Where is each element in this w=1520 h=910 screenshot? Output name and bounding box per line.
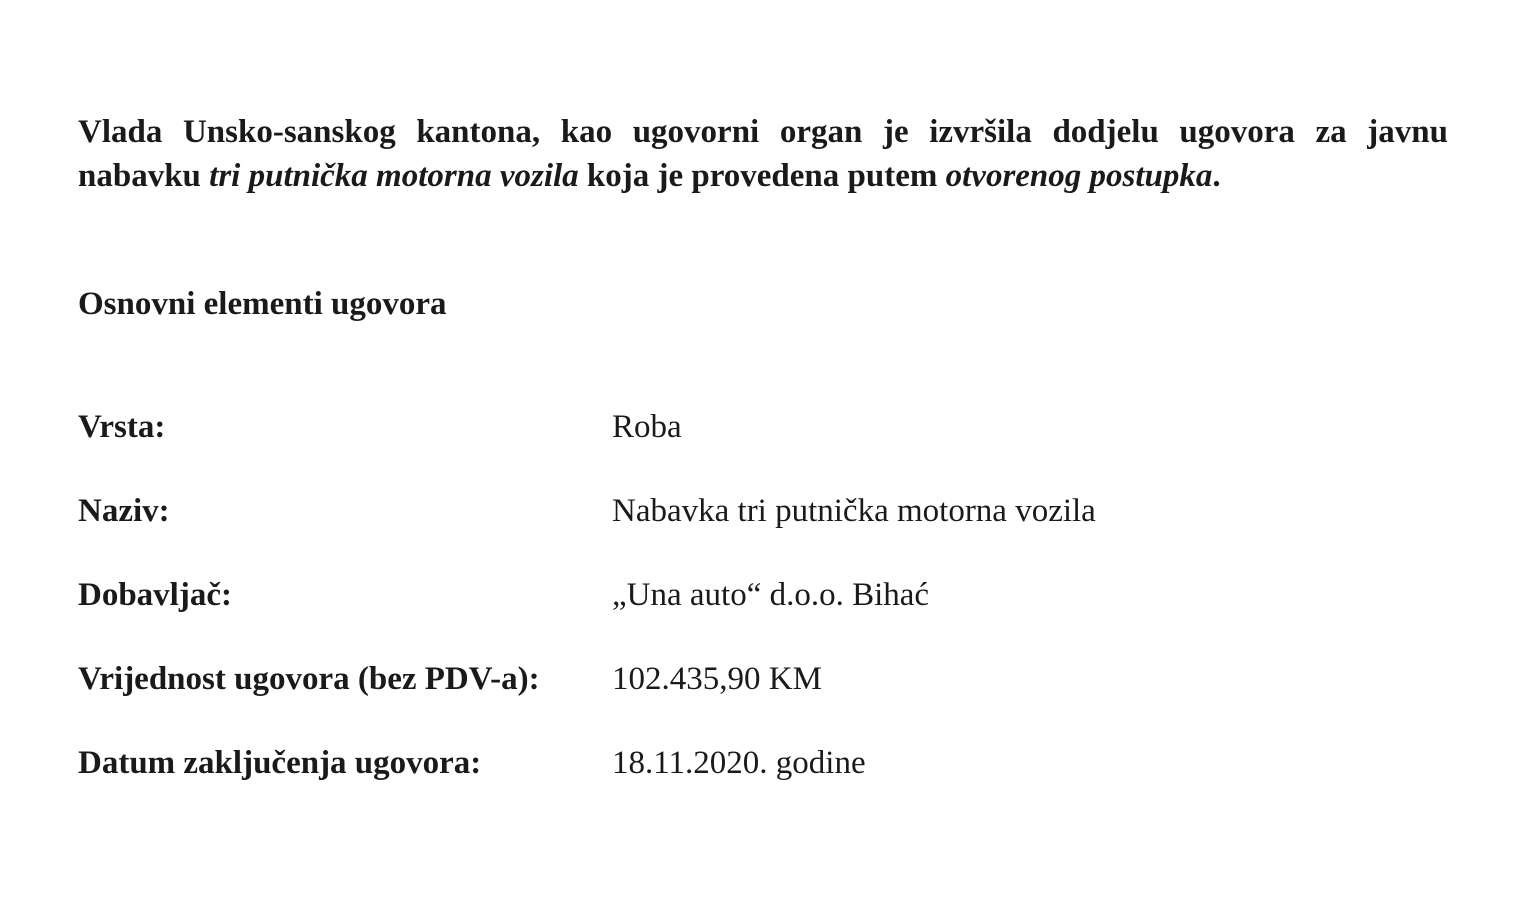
field-value-dobavljac: „Una auto“ d.o.o. Bihać [612,577,930,613]
section-heading: Osnovni elementi ugovora [78,286,447,322]
field-label-vrijednost: Vrijednost ugovora (bez PDV-a): [78,661,540,697]
field-value-datum: 18.11.2020. godine [612,745,866,781]
field-row-naziv [78,489,1378,533]
field-label-naziv: Naziv: [78,493,170,529]
intro-text-period: . [1212,158,1221,194]
intro-italic-procedure: otvorenog postupka [945,158,1213,194]
field-value-naziv: Nabavka tri putnička motorna vozila [612,493,1096,529]
intro-line-1: Vlada Unsko-sanskog kantona, kao ugovorni organ je izvršila dodjelu ugovora za javnu [78,114,1448,150]
field-value-vrijednost: 102.435,90 KM [612,661,822,697]
field-label-dobavljac: Dobavljač: [78,577,232,613]
field-row-datum [78,741,1378,785]
intro-text-nabavku: nabavku [78,158,210,194]
field-value-vrsta: Roba [612,409,682,445]
field-label-vrsta: Vrsta: [78,409,166,445]
field-row-vrsta [78,405,1378,449]
intro-paragraph [78,110,1448,198]
intro-text-koja: koja je provedena putem [578,158,946,194]
intro-italic-subject: tri putnička motorna vozila [209,158,579,194]
field-row-dobavljac [78,573,1378,617]
field-label-datum: Datum zaključenja ugovora: [78,745,482,781]
intro-line-2 [78,154,1448,198]
field-row-vrijednost [78,657,1378,701]
